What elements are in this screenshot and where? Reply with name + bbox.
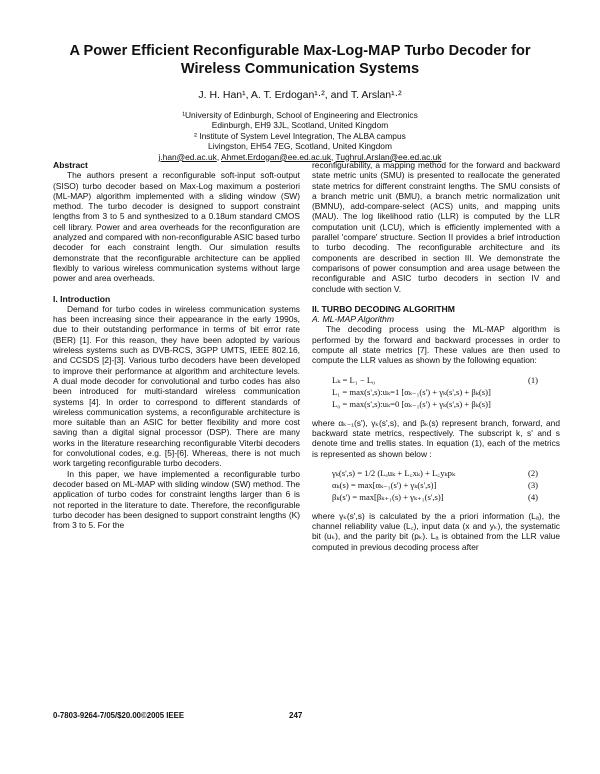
left-column: [53, 160, 300, 530]
equation-2-body: γₖ(s',s) = 1/2 (Lₐuₖ + L꜀xₖ) + L꜀yₖpₖ: [332, 467, 456, 478]
affiliation-line: ² Institute of System Level Integration, The ALBA campus: [194, 130, 406, 141]
email-link-erdogan[interactable]: Ahmet.Erdogan@ee.ed.ac.uk: [221, 151, 332, 162]
abstract-heading: Abstract: [53, 160, 88, 170]
equation-1a-body: L₁ = max(s',s):uₖ=1 [αₖ₋₁(s') + γₖ(s',s) + βₖ(s)]: [332, 386, 491, 397]
equation-1b-body: L₀ = max(s',s):uₖ=0 [αₖ₋₁(s') + γₖ(s',s) + βₖ(s)]: [332, 398, 491, 409]
affiliation-line: Edinburgh, EH9 3JL, Scotland, United Kingdom: [211, 120, 389, 131]
section2-subheading: A. ML-MAP Algorithm: [312, 314, 394, 325]
equation-2-number: (2): [527, 467, 538, 478]
right-column: [312, 160, 560, 552]
intro-paragraph: In this paper, we have implemented a reconfigurable turbo decoder based on ML-MAP with sliding window (SW) method. The application of turbo codes for constraint lengths larger than 6 is not reported in the literature to date. Therefore, the reconfigurable turbo decoder has been designed to support constraint lengths (K) from 3 to 5. For the: [53, 468, 300, 531]
email-link-han[interactable]: j.han@ed.ac.uk: [158, 151, 217, 162]
email-list: j.han@ed.ac.uk, Ahmet.Erdogan@ee.ed.ac.uk, Tughrul.Arslan@ee.ed.ac.uk: [158, 151, 442, 162]
introduction-heading: I. Introduction: [53, 293, 111, 304]
author-line: J. H. Han¹, A. T. Erdogan¹·², and T. Arslan¹·²: [198, 89, 402, 101]
email-link-arslan[interactable]: Tughrul.Arslan@ee.ed.ac.uk: [335, 151, 442, 162]
affiliation-line: ¹University of Edinburgh, School of Engineering and Electronics: [182, 110, 418, 120]
footer-isbn: 0-7803-9264-7/05/$20.00©2005 IEEE: [53, 711, 185, 720]
section2-paragraph: where γₖ(s',s) is calculated by the a priori information (Lₐ), the channel reliability value (L꜀), input data (x and yₖ), the systematic bit (uₖ), and the parity bit (pₖ). Lₐ is obtained from the LLR value computed in previous decoding process after: [312, 510, 560, 552]
equation-1b: [312, 398, 560, 410]
equation-3-body: αₖ(s) = max[αₖ₋₁(s') + γₖ(s',s)]: [332, 479, 437, 490]
page-number: 247: [289, 711, 303, 720]
affiliations: [60, 110, 540, 162]
paper-title: A Power Efficient Reconfigurable Max-Log-MAP Turbo Decoder for Wireless Communication Systems: [69, 43, 531, 77]
equation-3-number: (3): [527, 479, 538, 490]
affiliation-line: Livingston, EH54 7EG, Scotland, United Kingdom: [208, 141, 392, 152]
equation-4: [312, 491, 560, 503]
equation-3: [312, 479, 560, 491]
equation-4-body: βₖ(s') = max[βₖ₊₁(s) + γₖ₊₁(s',s)]: [332, 491, 444, 502]
equation-1a: [312, 386, 560, 398]
abstract-text: The authors present a reconfigurable soft-input soft-output (SISO) turbo decoder based on Max-Log maximum a posteriori (ML-MAP) algorithm implemented with a sliding window (SW) method. The turbo decoder is designed to support constraint lengths from 3 to 5 and synthesized to a 0.18um standard CMOS cell library. Power and area overheads for the reconfiguration are analyzed and compared with non-reconfigurable ASIC based turbo decoder for each constraint length. Our simulation results demonstrate that the reconfigurable architecture can be applied flexibly to various wireless communication systems without large power and area overheads.: [53, 170, 300, 284]
equation-1: [312, 374, 560, 386]
equation-1-body: Lₖ = L₁ − L₀: [332, 374, 376, 385]
section2-paragraph: The decoding process using the ML-MAP algorithm is performed by the forward and backward processes in order to compute all state metrics [7]. These values are then used to compute the LLR values as shown by the following equation:: [312, 324, 560, 366]
intro-continuation: reconfigurability, a mapping method for the forward and backward state metric units (SMU) is presented to reallocate the generated state metrics for different constraint lengths. The SMU consists of a branch metric unit (BMU), a branch metric normalization unit (BMNU), add-compare-select (ACS) units, and mapping units (MAU). The log likelihood ratio (LLR) is computed by the LLR computation unit (LCU), which is efficiently implemented with a parallel 'compare' structure. Section II provides a brief introduction to turbo decoding. The reconfigurable architecture and its components are described in section III. We demonstrate the comparisons of power consumption and area usage between the reconfigurable and ASIC turbo decoders in section IV and conclude with section V.: [312, 160, 560, 294]
equation-2: [312, 467, 560, 479]
section2-heading: II. TURBO DECODING ALGORITHM: [312, 303, 455, 314]
equation-1-number: (1): [527, 374, 538, 385]
intro-paragraph: Demand for turbo codes in wireless communication systems has been increasing since their appearance in the early 1990s, due to their outstanding performance in terms of bit error rate (BER) [1]. For this reason, they have been adopted by various wireless systems such as DVB-RCS, 3GPP UMTS, IEEE 802.16, and CCSDS [2]-[3]. Various turbo decoders have been developed to improve their performance at algorithm and architecture levels. A dual mode decoder for convolutional and turbo codes has also been introduced for multi-standard wireless communication systems [4]. In order to correspond to different standards of wireless communication systems, a reconfigurable architecture is more suitable than an ASIC for better flexibility and more cost saving than a digital signal processor (DSP). There are many works in the literature researching reconfigurable Viterbi decoders for convolutional codes, e.g. [5]-[6]. Whereas, there is not much work targeting reconfigurable turbo decoders.: [53, 303, 300, 469]
equation-4-number: (4): [527, 491, 538, 502]
section2-paragraph: where αₖ₋₁(s'), γₖ(s',s), and βₖ(s) represent branch, forward, and backward state metrics, respectively. The subscript k, s' and s denote time and trellis states. In equation (1), each of the metrics is represented as shown below :: [312, 417, 560, 459]
